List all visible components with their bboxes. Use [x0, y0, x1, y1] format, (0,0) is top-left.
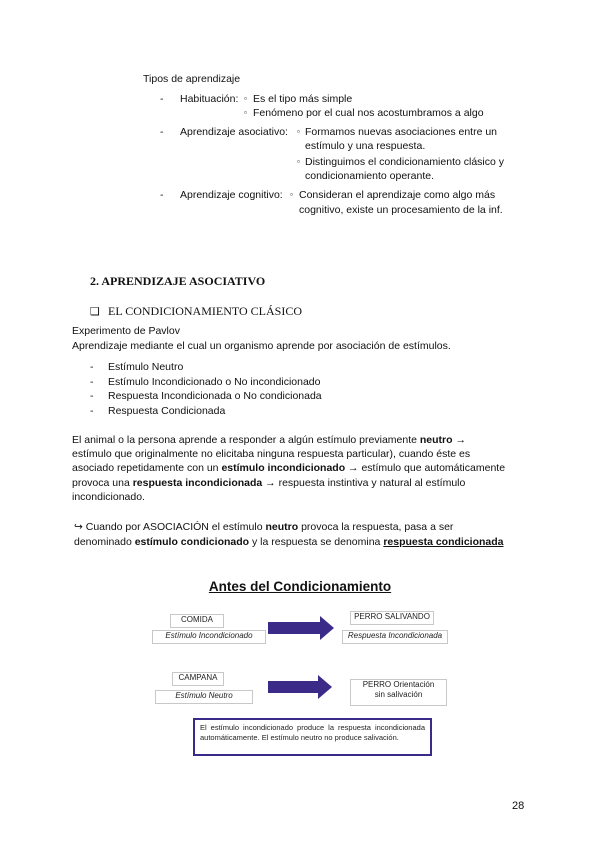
- box-dog-salivating: PERRO SALIVANDO: [350, 611, 434, 625]
- arrow-body: [268, 681, 318, 693]
- dash: -: [160, 93, 164, 105]
- habituation-label: Habituación:: [180, 93, 239, 105]
- cognitive-label: Aprendizaje cognitivo:: [180, 189, 283, 201]
- associative-item: Formamos nuevas asociaciones entre un: [305, 126, 498, 138]
- experiment-label: Experimento de Pavlov: [72, 325, 180, 337]
- associative-item: Distinguimos el condicionamiento clásico y: [305, 156, 505, 168]
- box-neutral-stimulus: Estímulo Neutro: [155, 690, 253, 704]
- dash: -: [90, 405, 94, 417]
- dash: -: [90, 376, 94, 388]
- list-item: Respuesta Incondicionada o No condicionada: [108, 390, 322, 402]
- dash: -: [90, 361, 94, 373]
- types-title: Tipos de aprendizaje: [143, 73, 241, 85]
- arrow-body: [268, 622, 320, 634]
- bullet-icon: ▫: [297, 127, 300, 136]
- definition: Aprendizaje mediante el cual un organismo aprende por asociación de estímulos.: [72, 340, 451, 352]
- list-item: Respuesta Condicionada: [108, 405, 226, 417]
- cognitive-item: cognitivo, existe un procesamiento de la inf.: [299, 204, 503, 216]
- bullet-icon: ▫: [244, 94, 247, 103]
- associative-item: condicionamiento operante.: [305, 170, 435, 182]
- paragraph-line: asociado repetidamente con un estímulo incondicionado → estímulo que automáticamente: [72, 462, 506, 474]
- list-item: Estímulo Neutro: [108, 361, 184, 373]
- box-dog-orientation: PERRO Orientación sin salivación: [350, 679, 447, 706]
- paragraph-line: incondicionado.: [72, 491, 145, 503]
- habituation-item: Fenómeno por el cual nos acostumbramos a algo: [253, 107, 484, 119]
- bullet-icon: ▫: [297, 157, 300, 166]
- box-comida: COMIDA: [170, 614, 224, 628]
- dash: -: [160, 126, 164, 138]
- diagram-note: El estímulo incondicionado produce la respuesta incondicionada automáticamente. El estímulo neutro no produce salivación.: [193, 718, 432, 756]
- conclusion-line: ↪ Cuando por ASOCIACIÓN el estímulo neutro provoca la respuesta, pasa a ser: [74, 521, 454, 533]
- associative-label: Aprendizaje asociativo:: [180, 126, 288, 138]
- dash: -: [90, 390, 94, 402]
- habituation-item: Es el tipo más simple: [253, 93, 353, 105]
- box-unconditioned-stimulus: Estímulo Incondicionado: [152, 630, 266, 644]
- paragraph-line: provoca una respuesta incondicionada → respuesta instintiva y natural al estímulo: [72, 477, 466, 489]
- arrow-head-icon: [318, 675, 332, 699]
- box-campana: CAMPANA: [172, 672, 224, 686]
- cognitive-item: Consideran el aprendizaje como algo más: [299, 189, 496, 201]
- list-item: Estímulo Incondicionado o No incondicionado: [108, 376, 321, 388]
- bullet-icon: ▫: [244, 108, 247, 117]
- diagram-title: Antes del Condicionamiento: [208, 579, 392, 594]
- conclusion-line: denominado estímulo condicionado y la respuesta se denomina respuesta condicionada: [74, 536, 504, 548]
- bullet-icon: ▫: [290, 190, 293, 199]
- section-heading: 2. APRENDIZAJE ASOCIATIVO: [90, 274, 266, 288]
- page-number: 28: [512, 800, 525, 812]
- paragraph-line: estímulo que originalmente no elicitaba ninguna respuesta particular), cuando éste es: [72, 448, 471, 460]
- arrow-head-icon: [320, 616, 334, 640]
- associative-item: estímulo y una respuesta.: [305, 140, 426, 152]
- return-arrow-icon: ↪: [74, 521, 83, 533]
- box-unconditioned-response: Respuesta Incondicionada: [342, 630, 448, 644]
- paragraph-line: El animal o la persona aprende a responder a algún estímulo previamente neutro →: [72, 434, 466, 446]
- dash: -: [160, 189, 164, 201]
- checkbox-icon: ❑: [90, 306, 100, 318]
- subheading: EL CONDICIONAMIENTO CLÁSICO: [108, 304, 302, 318]
